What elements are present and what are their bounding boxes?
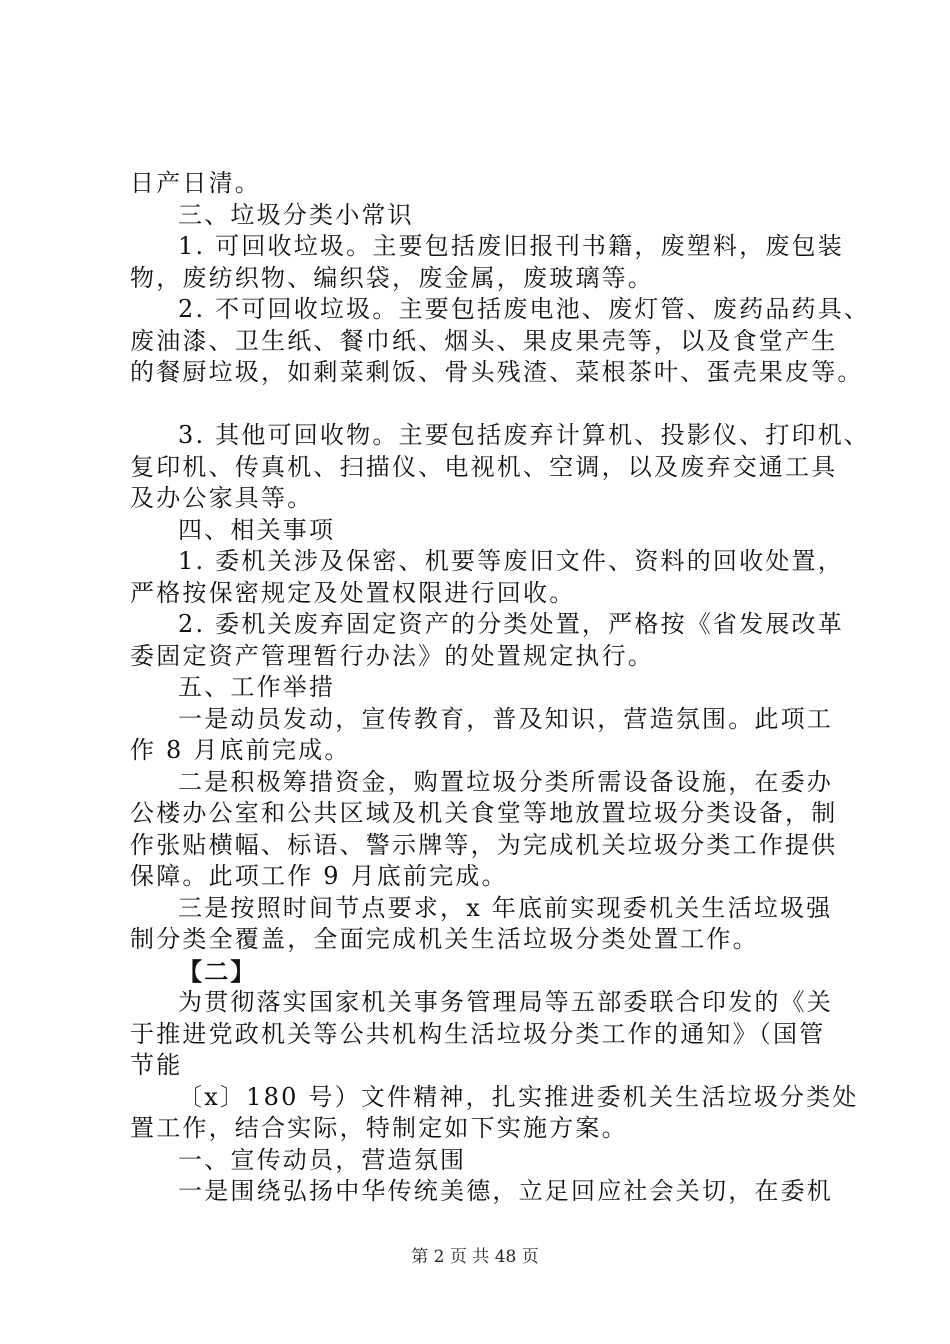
page-number-footer: 第 2 页 共 48 页 xyxy=(411,1247,539,1267)
section-heading: 五、工作举措 xyxy=(178,673,336,701)
text-line: 节能 xyxy=(130,1051,183,1079)
text-line: 2. 不可回收垃圾。主要包括废电池、废灯管、废药品药具、 xyxy=(178,295,871,323)
section-heading: 三、垃圾分类小常识 xyxy=(178,200,414,229)
text-line: 于推进党政机关等公共机构生活垃圾分类工作的通知》（国管 xyxy=(130,1019,826,1048)
text-line: 及办公家具等。 xyxy=(130,484,314,512)
text-line: 公楼办公室和公共区域及机关食堂等地放置垃圾分类设备，制 xyxy=(130,799,838,827)
text-line: 严格按保密规定及处置权限进行回收。 xyxy=(130,578,576,607)
text-line: 废油漆、卫生纸、餐巾纸、烟头、果皮果壳等，以及食堂产生 xyxy=(130,326,838,355)
section-heading: 四、相关事项 xyxy=(178,515,336,544)
text-line: 物，废纺织物、编织袋，废金属，废玻璃等。 xyxy=(130,263,654,292)
text-line: 三是按照时间节点要求，x 年底前实现委机关生活垃圾强 xyxy=(178,893,833,922)
text-line: 〔x〕180 号）文件精神，扎实推进委机关生活垃圾分类处 xyxy=(178,1082,859,1111)
text-line: 3. 其他可回收物。主要包括废弃计算机、投影仪、打印机、 xyxy=(178,421,871,449)
text-line: 一是围绕弘扬中华传统美德，立足回应社会关切，在委机 xyxy=(178,1177,833,1205)
text-line: 复印机、传真机、扫描仪、电视机、空调，以及废弃交通工具 xyxy=(130,452,838,481)
text-line: 置工作，结合实际，特制定如下实施方案。 xyxy=(130,1114,628,1142)
text-line: 作张贴横幅、标语、警示牌等，为完成机关垃圾分类工作提供 xyxy=(130,830,838,859)
text-line: 1. 可回收垃圾。主要包括废旧报刊书籍，废塑料，废包装 xyxy=(178,232,844,260)
text-line: 日产日清。 xyxy=(130,169,261,197)
text-line: 一是动员发动，宣传教育，普及知识，营造氛围。此项工 xyxy=(178,704,833,733)
part-heading: 【二】 xyxy=(178,956,257,986)
text-line: 制分类全覆盖，全面完成机关生活垃圾分类处置工作。 xyxy=(130,925,759,953)
text-line: 保障。此项工作 9 月底前完成。 xyxy=(130,862,508,890)
text-line: 的餐厨垃圾，如剩菜剩饭、骨头残渣、菜根茶叶、蛋壳果皮等。 xyxy=(130,358,864,386)
text-line: 二是积极筹措资金，购置垃圾分类所需设备设施，在委办 xyxy=(178,767,833,796)
document-body xyxy=(130,168,871,1208)
text-line: 委固定资产管理暂行办法》的处置规定执行。 xyxy=(130,641,654,670)
text-line: 为贯彻落实国家机关事务管理局等五部委联合印发的《关 xyxy=(178,988,833,1016)
paragraph-gap xyxy=(130,389,850,421)
text-line: 作 8 月底前完成。 xyxy=(130,736,351,764)
section-heading: 一、宣传动员，营造氛围 xyxy=(178,1145,467,1174)
text-line: 1. 委机关涉及保密、机要等废旧文件、资料的回收处置， xyxy=(178,547,844,575)
text-line: 2. 委机关废弃固定资产的分类处置，严格按《省发展改革 xyxy=(178,610,844,638)
